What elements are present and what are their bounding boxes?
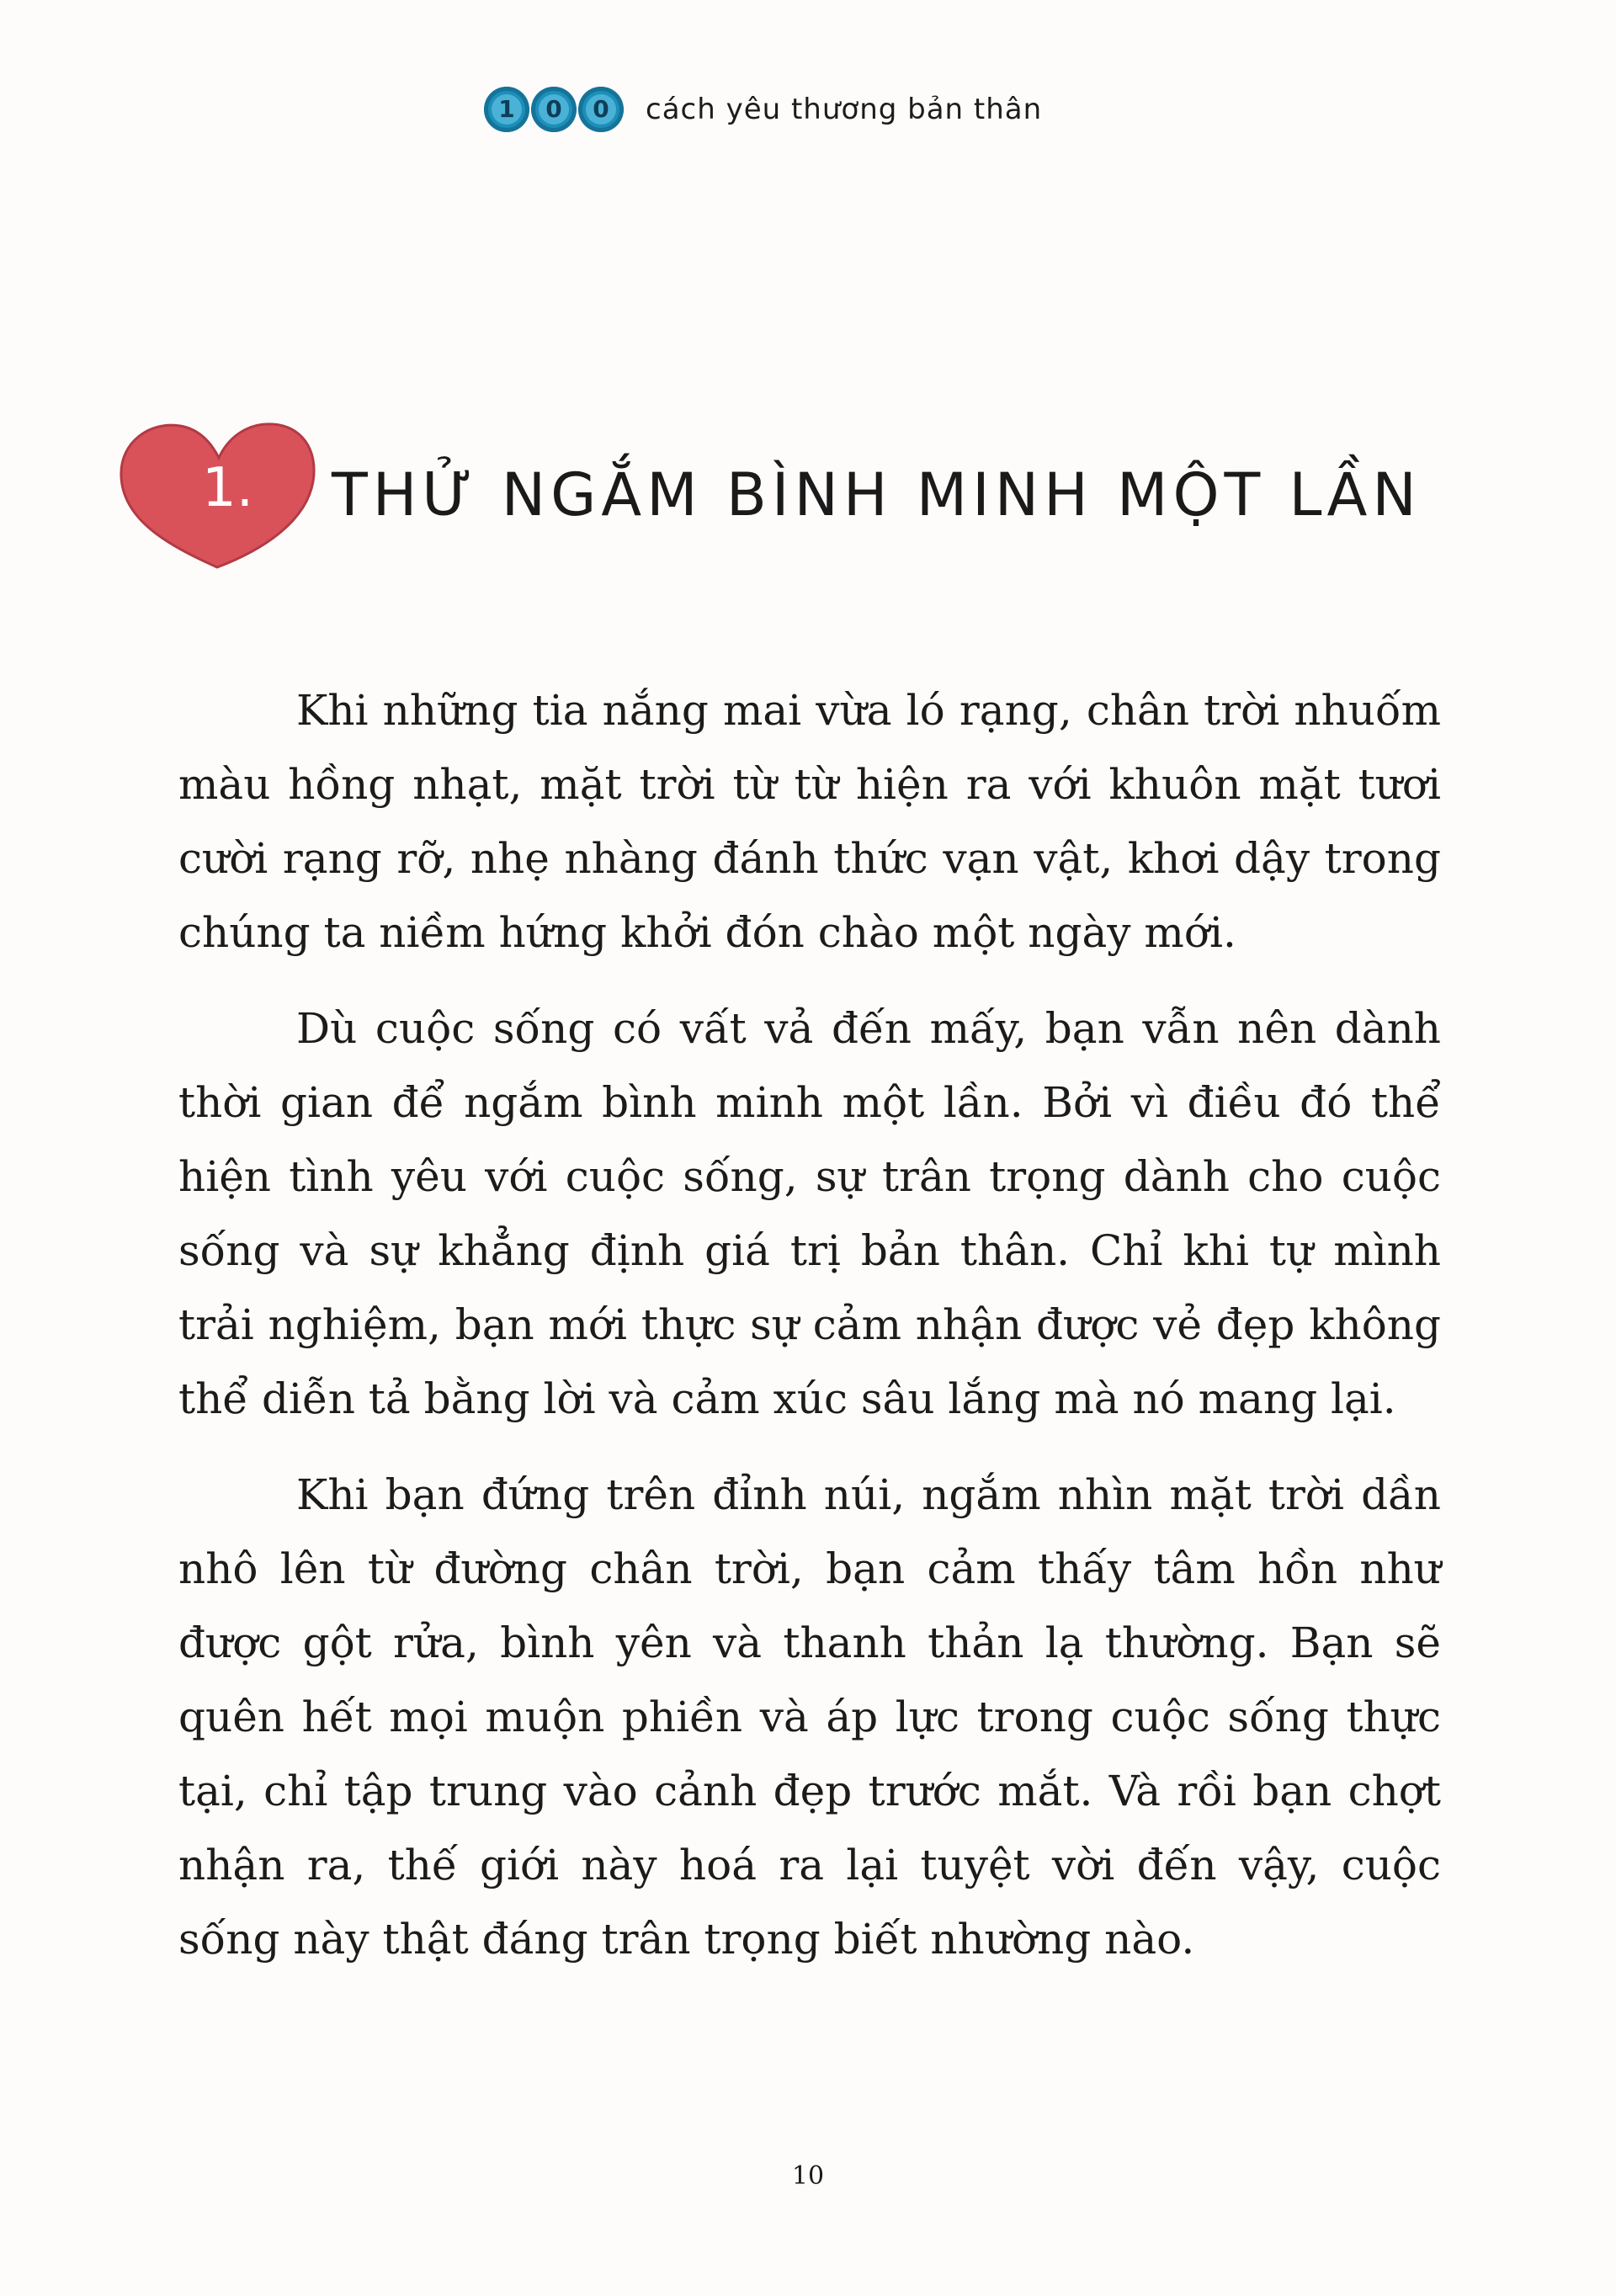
chapter-body — [178, 673, 1441, 1998]
heart-icon — [118, 411, 320, 579]
page-number: 10 — [791, 2161, 825, 2191]
chapter-title: THỬ NGẮM BÌNH MINH MỘT LẦN — [332, 460, 1422, 529]
chapter-number: 1. — [202, 457, 254, 519]
paragraph: Khi những tia nắng mai vừa ló rạng, chân trời nhuốm màu hồng nhạt, mặt trời từ từ hiện ra với khuôn mặt tươi cười rạng rỡ, nhẹ nhàng đánh thức vạn vật, khơi dậy trong chúng ta niềm hứng khởi đón chào một ngày mới. — [178, 686, 1441, 957]
digit-badge — [531, 87, 577, 132]
digit-text: 0 — [586, 94, 616, 125]
running-header — [484, 84, 1042, 135]
paragraph: Khi bạn đứng trên đỉnh núi, ngắm nhìn mặt trời dần nhô lên từ đường chân trời, bạn cảm thấy tâm hồn như được gột rửa, bình yên và thanh thản lạ thường. Bạn sẽ quên hết mọi muộn phiền và áp lực trong cuộc sống thực tại, chỉ tập trung vào cảnh đẹp trước mắt. Và rồi bạn chợt nhận ra, thế giới này hoá ra lại tuyệt vời đến vậy, cuộc sống này thật đáng trân trọng biết nhường nào. — [178, 1470, 1441, 1964]
digit-badge — [578, 87, 624, 132]
digit-text: 1 — [492, 94, 522, 125]
digit-badge — [484, 87, 529, 132]
paragraph: Dù cuộc sống có vất vả đến mấy, bạn vẫn nên dành thời gian để ngắm bình minh một lần. Bởi vì điều đó thể hiện tình yêu với cuộc sống, sự trân trọng dành cho cuộc sống và sự khẳng định giá trị bản thân. Chỉ khi tự mình trải nghiệm, bạn mới thực sự cảm nhận được vẻ đẹp không thể diễn tả bằng lời và cảm xúc sâu lắng mà nó mang lại. — [178, 1004, 1441, 1423]
digit-text: 0 — [539, 94, 569, 125]
chapter-heading — [118, 411, 1422, 579]
book-title: cách yêu thương bản thân — [646, 93, 1043, 126]
